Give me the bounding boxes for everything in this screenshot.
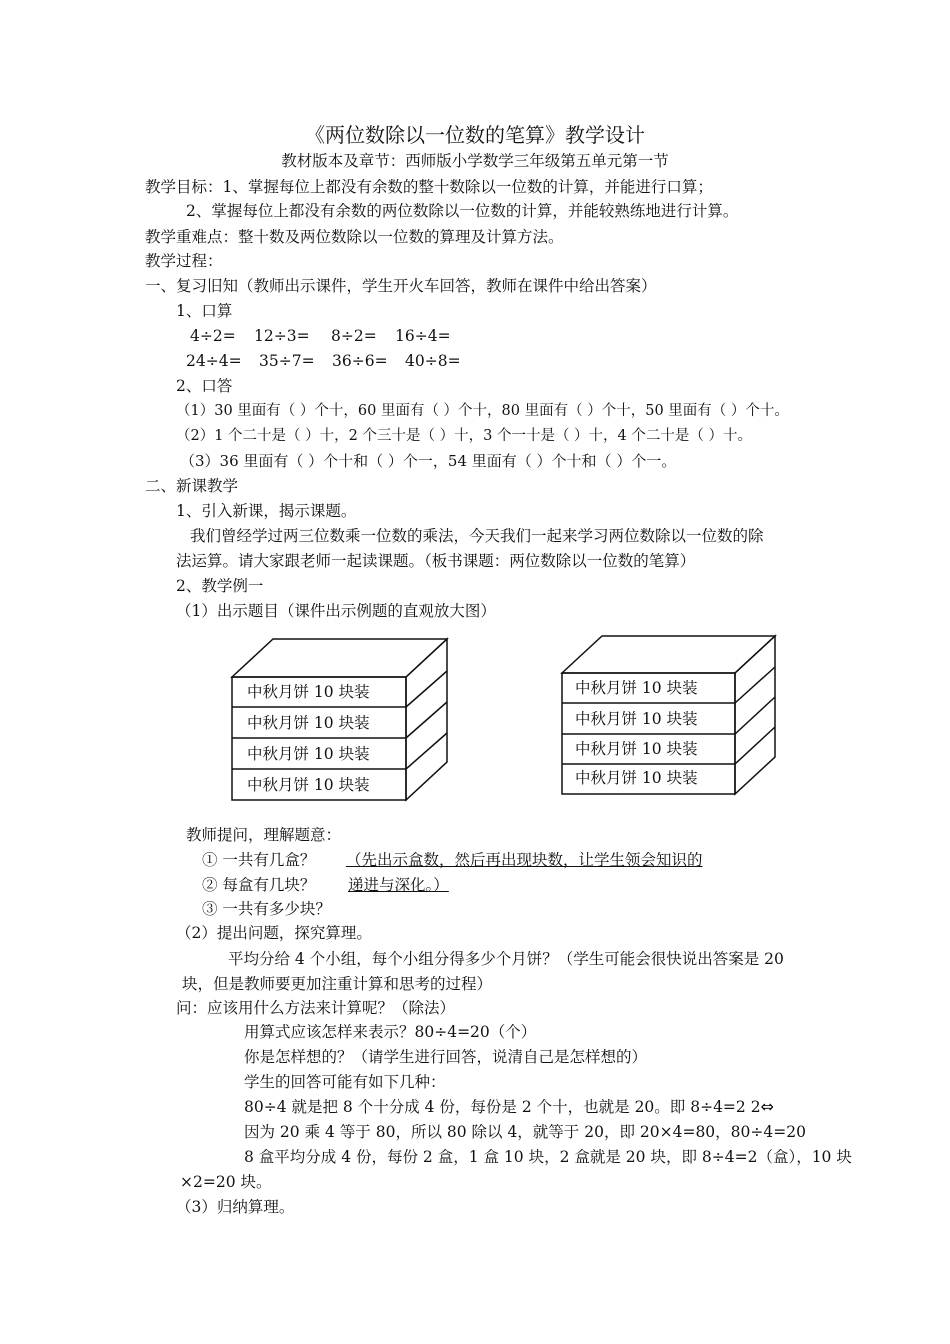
ask-2-note: 递进与深化。） [348,876,449,894]
calc-item: 8÷2= [331,327,377,345]
document-title: 《两位数除以一位数的笔算》教学设计 [305,123,645,147]
answer-1 [244,1097,774,1117]
step-3-label: （3）归纳算理。 [176,1198,295,1216]
calc-item: 16÷4= [395,327,451,345]
teaching-goals-line-1: 教学目标：1、掌握每位上都没有余数的整十数除以一位数的计算，并能进行口算； [145,178,713,196]
ask-1: ① 一共有几盒？ [202,851,316,869]
left-right-arrow-icon: ⇔ [760,1097,774,1116]
step-2-label: （2）提出问题，探究算理。 [176,924,372,942]
mooncake-stack-right [556,630,780,798]
how-question: 你是怎样想的？（请学生进行回答，说清自己是怎样想的） [244,1048,648,1066]
calc-item: 35÷7= [259,352,315,370]
intro-paragraph-2: 法运算。请大家跟老师一起读课题。（板书课题：两位数除以一位数的笔算） [176,552,696,570]
box-label: 中秋月饼 10 块装 [575,679,698,697]
oral-question-3: （3）36 里面有（ ）个十和（ ）个一，54 里面有（ ）个十和（ ）个一。 [180,452,677,470]
stack-top-face [562,636,775,673]
key-points: 教学重难点：整十数及两位数除以一位数的算理及计算方法。 [145,228,564,246]
intro-label: 1、引入新课，揭示课题。 [176,502,357,520]
answer-3-line-1: 8 盒平均分成 4 份，每份 2 盒，1 盒 10 块，2 盒就是 20 块，即 8÷4=2（盒），10 块 [244,1148,852,1166]
teaching-goals-line-2: 2、掌握每位上都没有余数的两位数除以一位数的计算，并能较熟练地进行计算。 [186,202,739,220]
calc-item: 40÷8= [405,352,461,370]
step-2-paragraph-2: 块，但是教师要更加注重计算和思考的过程） [182,975,493,993]
box-label: 中秋月饼 10 块装 [247,776,370,794]
process-label: 教学过程： [145,252,223,270]
mooncake-stack-left [225,632,455,804]
formula-line: 用算式应该怎样来表示？80÷4=20（个） [244,1023,537,1041]
answer-1-text: 80÷4 就是把 8 个十分成 4 份，每份是 2 个十，也就是 20。即 8÷4=2 2 [244,1098,761,1116]
calc-item: 36÷6= [332,352,388,370]
calc-item: 24÷4= [186,352,242,370]
document-subtitle: 教材版本及章节：西师版小学数学三年级第五单元第一节 [281,152,669,170]
section-2-heading: 二、新课教学 [145,477,239,495]
intro-paragraph-1: 我们曾经学过两三位数乘一位数的乘法，今天我们一起来学习两位数除以一位数的除 [190,527,764,545]
ask-3: ③ 一共有多少块？ [202,900,331,918]
calc-item: 4÷2= [190,327,236,345]
show-problem-label: （1）出示题目（课件出示例题的直观放大图） [176,602,496,620]
ask-2: ② 每盒有几块？ [202,876,316,894]
box-label: 中秋月饼 10 块装 [575,769,698,787]
ask-1-note: （先出示盒数，然后再出现块数，让学生领会知识的 [346,851,703,869]
section-1-heading: 一、复习旧知（教师出示课件，学生开火车回答，教师在课件中给出答案） [145,277,657,295]
teacher-ask-label: 教师提问，理解题意： [186,826,342,844]
box-label: 中秋月饼 10 块装 [247,683,370,701]
oral-question-2: （2）1 个二十是（ ）十，2 个三十是（ ）十，3 个一十是（ ）十，4 个二十是（ ）十。 [176,428,752,444]
answer-2: 因为 20 乘 4 等于 80，所以 80 除以 4，就等于 20，即 20×4=80，80÷4=20 [244,1123,806,1141]
oral-question-1: （1）30 里面有（ ）个十，60 里面有（ ）个十，80 里面有（ ）个十，50 里面有（ ）个十。 [176,403,789,419]
answers-intro: 学生的回答可能有如下几种： [244,1073,446,1091]
oral-calc-label: 1、口算 [176,302,233,320]
stack-top-face [232,639,447,677]
oral-calc-row-2 [186,351,461,371]
method-question: 问：应该用什么方法来计算呢？（除法） [176,999,456,1017]
example-label: 2、教学例一 [176,577,264,595]
box-label: 中秋月饼 10 块装 [247,745,370,763]
oral-calc-row-1 [190,326,451,346]
step-2-paragraph-1: 平均分给 4 个小组，每个小组分得多少个月饼？（学生可能会很快说出答案是 20 [228,950,784,968]
calc-item: 12÷3= [254,327,310,345]
box-label: 中秋月饼 10 块装 [575,710,698,728]
box-label: 中秋月饼 10 块装 [575,740,698,758]
box-label: 中秋月饼 10 块装 [247,714,370,732]
oral-answer-label: 2、口答 [176,377,233,395]
answer-3-line-2: ×2=20 块。 [180,1173,272,1191]
